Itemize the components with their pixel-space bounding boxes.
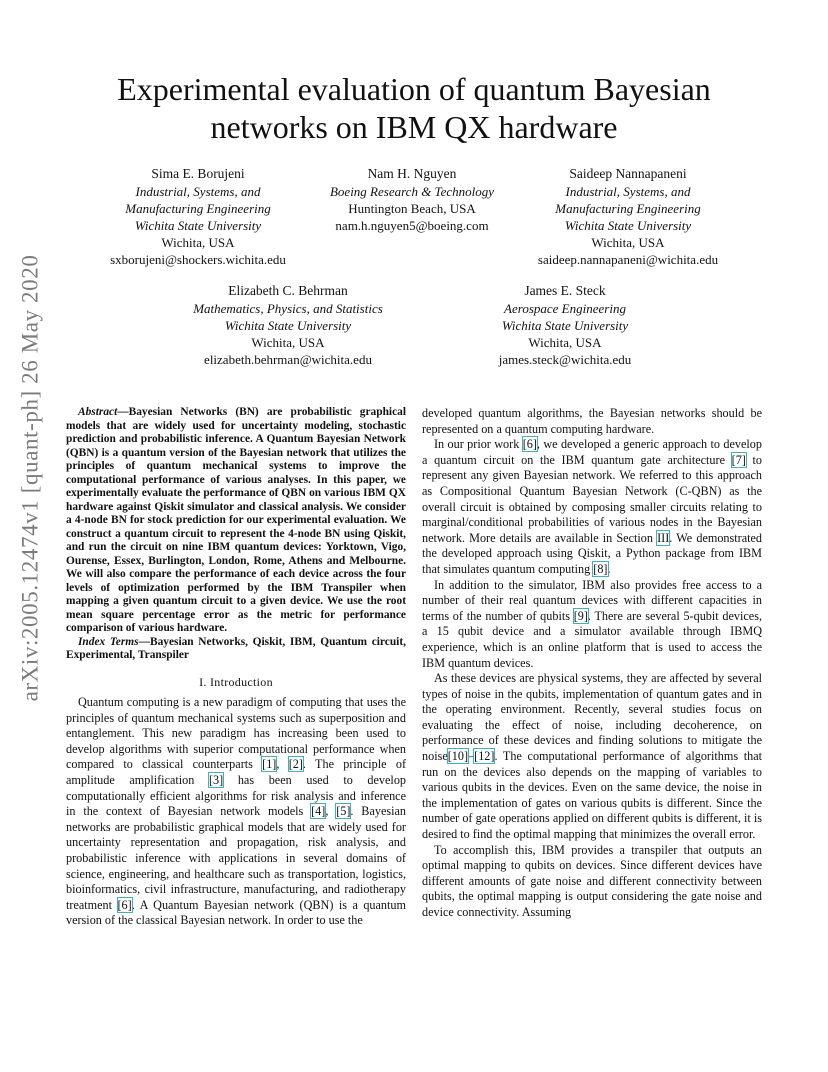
citation-link[interactable]: [8] (593, 561, 608, 576)
right-column (422, 406, 762, 921)
author-block-3 (518, 165, 738, 268)
citation-link[interactable]: [7] (731, 452, 746, 467)
author-affiliation: Wichita State University (564, 218, 692, 233)
author-location: Huntington Beach, USA (348, 201, 476, 216)
citation-link[interactable]: [9] (573, 608, 588, 623)
citation-link[interactable]: [1] (262, 757, 277, 772)
author-affiliation: Wichita State University (134, 218, 262, 233)
author-email: sxborujeni@shockers.wichita.edu (110, 252, 286, 267)
author-name: Elizabeth C. Behrman (228, 283, 348, 298)
right-paragraph-0: developed quantum algorithms, the Bayesian networks should be represented on a quantum computing hardware. (422, 406, 762, 436)
citation-link[interactable]: [6] (522, 437, 537, 452)
index-terms-lead: Index Terms (78, 635, 139, 648)
section-heading-introduction: I. Introduction (199, 674, 273, 689)
left-column (66, 406, 406, 929)
arxiv-id-text: arXiv:2005.12474v1 [quant-ph] 26 May 2020 (17, 254, 42, 702)
citation-link[interactable]: [6] (117, 897, 132, 912)
author-name: Saideep Nannapaneni (569, 166, 687, 181)
paper-title (60, 70, 768, 146)
author-affiliation: Manufacturing Engineering (125, 201, 271, 216)
author-block-5 (465, 282, 665, 368)
citation-link[interactable]: [2] (288, 757, 303, 772)
author-affiliation: Boeing Research & Technology (329, 184, 495, 199)
author-affiliation: Wichita State University (501, 318, 629, 333)
abstract-lead: Abstract (78, 406, 118, 418)
author-affiliation: Industrial, Systems, and (565, 184, 691, 199)
author-email: elizabeth.behrman@wichita.edu (204, 352, 372, 367)
author-location: Wichita, USA (528, 335, 602, 350)
author-location: Wichita, USA (251, 335, 325, 350)
author-email: saideep.nannapaneni@wichita.edu (537, 252, 719, 267)
index-terms (66, 636, 406, 663)
author-affiliation: Aerospace Engineering (504, 301, 626, 316)
section-link[interactable]: III (657, 530, 670, 545)
citation-link[interactable]: [3] (208, 773, 224, 788)
author-name: Sima E. Borujeni (151, 166, 245, 181)
citation-link[interactable]: [12] (474, 749, 495, 764)
author-name: James E. Steck (524, 283, 606, 298)
title-line-2: networks on IBM QX hardware (210, 109, 618, 145)
author-block-4 (168, 282, 408, 368)
index-terms-text: —Bayesian Networks, Qiskit, IBM, Quantum circuit, Experimental, Transpiler (66, 635, 406, 661)
author-affiliation: Manufacturing Engineering (555, 201, 701, 216)
author-block-2 (302, 165, 522, 234)
author-email: james.steck@wichita.edu (498, 352, 632, 367)
citation-link[interactable]: [5] (336, 804, 351, 819)
author-email: nam.h.nguyen5@boeing.com (335, 218, 489, 233)
arxiv-sidebar-identifier (10, 254, 50, 702)
right-paragraph-4: To accomplish this, IBM provides a transpiler that outputs an optimal mapping to qubits on devices. Since different devices have different amounts of gate noise and different connectivity between qubits, the optimal mapping is output considering the gate noise and device connectivity. Assuming (422, 842, 762, 919)
title-line-1: Experimental evaluation of quantum Bayesian (117, 71, 711, 107)
right-paragraph-3: As these devices are physical systems, they are affected by several types of noise in the qubits, implementation of quantum gates and in the operating environment. Recently, several studies focus on evaluating the effect of noise, including decoherence, on performance of these devices and finding solutions to mitigate the noise[10]–[12]. The computational performance of algorithms that run on the devices also depends on the mapping of variables to various qubits in the devices. Even on the same device, the noise in the implementation of gates on various qubits is different. Since the number of gate operations applied on different qubits is different, it is desired to find the optimal mapping that minimizes the overall error. (422, 671, 762, 842)
right-paragraph-2: In addition to the simulator, IBM also provides free access to a number of their real quantum devices with different capacities in terms of the number of qubits [9]. There are several 5-qubit devices, a 15 qubit device and a simulator available through IBMQ experience, which is an online platform that is used to access the IBM quantum devices. (422, 577, 762, 670)
author-block-1 (88, 165, 308, 268)
author-name: Nam H. Nguyen (367, 166, 457, 181)
abstract-text: —Bayesian Networks (BN) are probabilistic graphical models that are widely used for uncertainty modeling, stochastic prediction and probabilistic inference. A Quantum Bayesian Network (QBN) is a quantum version of the Bayesian network that utilizes the principles of quantum mechanical systems to improve the computational performance of various analyses. In this paper, we experimentally evaluate the performance of QBN on various IBM QX hardware against Qiskit simulator and classical analysis. We consider a 4-node BN for stock prediction for our experimental evaluation. We construct a quantum circuit to represent the 4-node BN using Qiskit, and run the circuit on nine IBM quantum devices: Yorktown, Vigo, Ourense, Essex, Burlington, London, Rome, Athens and Melbourne. We will also compare the performance of each device across the four levels of optimization performed by the IBM Transpiler when mapping a given quantum circuit to a given device. We use the root mean square percentage error as the metric for performance comparison of various hardware. (66, 406, 406, 634)
right-paragraph-1: In our prior work [6], we developed a generic approach to develop a quantum circuit on the IBM quantum gate architecture [7] to represent any given Bayesian network. We referred to this approach as Compositional Quantum Bayesian Network (C-QBN) as the overall circuit is obtained by composing smaller circuits relating to marginal/conditional probabilities of various nodes in the Bayesian network. More details are available in Section III. We demonstrated the developed approach using Qiskit, a Python package from IBM that simulates quantum computing [8]. (422, 437, 763, 576)
author-affiliation: Wichita State University (224, 318, 352, 333)
author-affiliation: Industrial, Systems, and (135, 184, 261, 199)
author-affiliation: Mathematics, Physics, and Statistics (193, 301, 383, 316)
author-location: Wichita, USA (161, 235, 235, 250)
intro-paragraph-1: Quantum computing is a new paradigm of computing that uses the principles of quantum mechanical systems such as superposition and entanglement. This new paradigm has increasing been used to develop algorithms with superior computational performance when compared to classical counterparts [1], [2]. The principle of amplitude amplification [3] has been used to develop computationally efficient algorithms for risk analysis and inference in the context of Bayesian network models [4], [5]. Bayesian networks are probabilistic graphical models that are widely used for uncertainty representation and propagation, risk analysis, and probabilistic inference with applications in several domains of science, engineering, and healthcare such as transportation, logistics, bioinformatics, civil infrastructure, manufacturing, and radiotherapy treatment [6]. A Quantum Bayesian network (QBN) is a quantum version of the classical Bayesian network. In order to use the (66, 695, 407, 928)
author-location: Wichita, USA (591, 235, 665, 250)
citation-link[interactable]: [10] (447, 749, 469, 764)
citation-link[interactable]: [4] (311, 804, 326, 819)
abstract (66, 406, 406, 636)
